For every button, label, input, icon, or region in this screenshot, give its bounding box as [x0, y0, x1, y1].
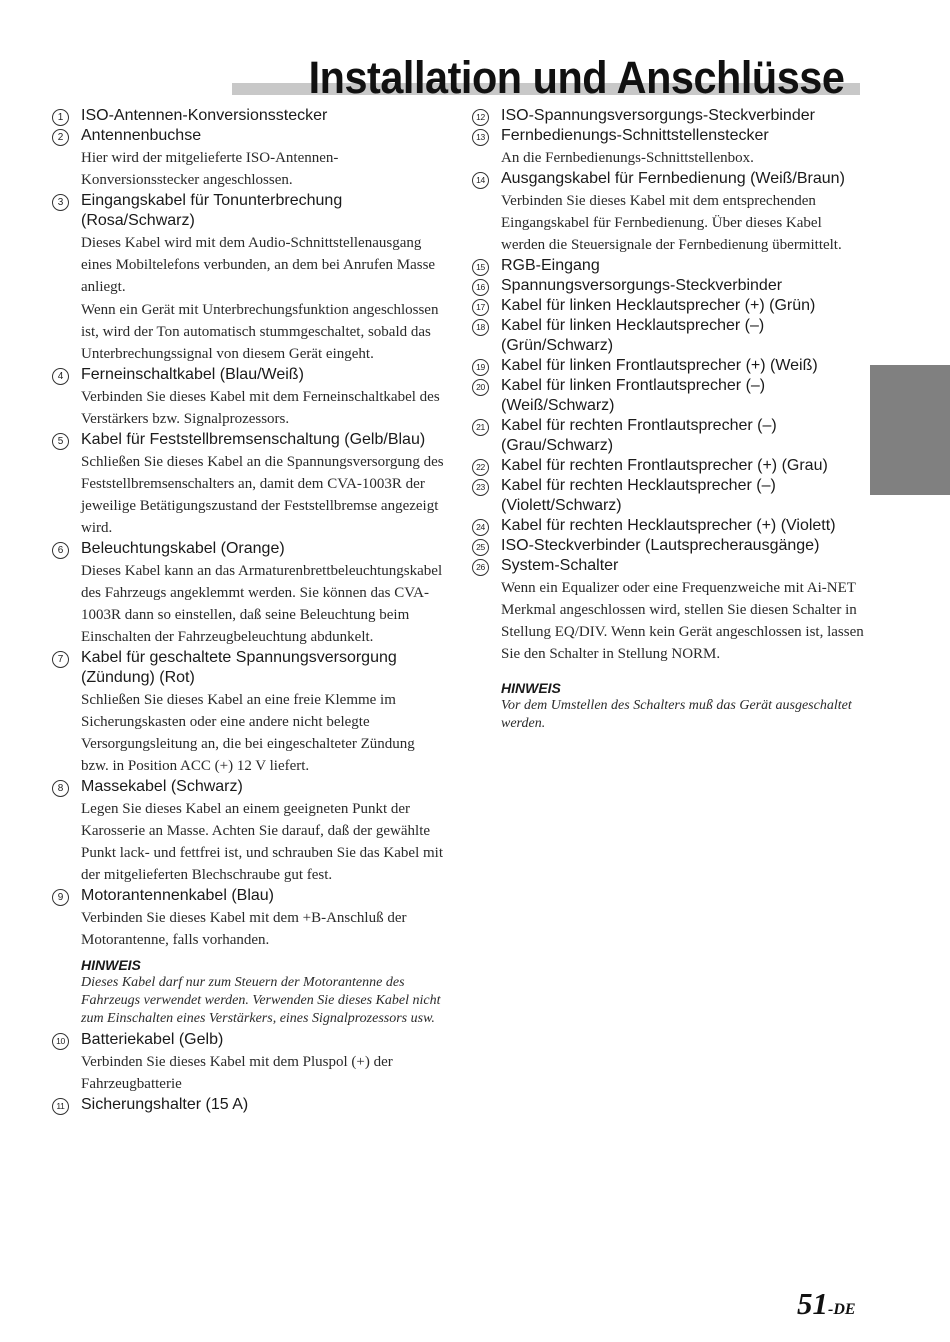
- item-number-circle: 15: [472, 259, 489, 276]
- item-description: Wenn ein Equalizer oder eine Frequenzweiche mit Ai-NET Merkmal angeschlossen wird, stellen Sie diesen Schalter in Stellung EQ/DIV. Wenn kein Gerät angeschlossen ist, lassen Sie den Schalter in Stellung NORM.: [501, 580, 864, 662]
- list-item: [472, 256, 864, 276]
- item-number-circle: 23: [472, 479, 489, 496]
- left-column: [52, 106, 444, 1115]
- item-number-circle: 18: [472, 319, 489, 336]
- right-note: [472, 679, 864, 733]
- item-heading: Kabel für geschaltete Spannungsversorgung (Zündung) (Rot): [81, 649, 397, 686]
- list-item: [472, 376, 864, 416]
- item-heading: Kabel für linken Frontlautsprecher (+) (Weiß): [501, 357, 818, 374]
- section-tab-marker: [870, 365, 950, 495]
- item-heading: Batteriekabel (Gelb): [81, 1031, 224, 1048]
- list-item: [52, 430, 444, 539]
- left-item-list: [52, 106, 444, 951]
- item-heading: Kabel für linken Hecklautsprecher (–) (Grün/Schwarz): [501, 317, 765, 354]
- item-number-circle: 16: [472, 279, 489, 296]
- page-number-value: 51: [797, 1286, 828, 1321]
- note-text: Dieses Kabel darf nur zum Steuern der Motorantenne des Fahrzeugs verwendet werden. Verwenden Sie dieses Kabel nicht zum Einschalten eines Verstärkers, eines Signalprozessors usw.: [81, 975, 441, 1026]
- item-number-circle: 1: [52, 109, 69, 126]
- list-item: [472, 476, 864, 516]
- item-heading: Kabel für Feststellbremsenschaltung (Gelb/Blau): [81, 431, 426, 448]
- note-title: HINWEIS: [501, 680, 561, 696]
- list-item: [472, 516, 864, 536]
- item-number-circle: 8: [52, 780, 69, 797]
- list-item: [472, 356, 864, 376]
- item-heading: Kabel für rechten Frontlautsprecher (+) (Grau): [501, 457, 828, 474]
- item-description: Wenn ein Gerät mit Unterbrechungsfunktion angeschlossen ist, wird der Ton automatisch stummgeschaltet, sobald das Unterbrechungssignal von diesem Gerät eingeht.: [81, 302, 439, 362]
- item-number-circle: 21: [472, 419, 489, 436]
- item-number-circle: 3: [52, 194, 69, 211]
- list-item: [472, 296, 864, 316]
- item-heading: Beleuchtungskabel (Orange): [81, 540, 285, 557]
- list-item: [472, 456, 864, 476]
- item-number-circle: 13: [472, 129, 489, 146]
- item-description: Dieses Kabel kann an das Armaturenbrettbeleuchtungskabel des Fahrzeugs angeklemmt werden. Sie können das CVA-1003R dann so einstellen, daß seine Beleuchtung beim Einschalten der Fahrzeugbeleuchtung abdunkelt.: [81, 563, 443, 645]
- item-description: Schließen Sie dieses Kabel an die Spannungsversorgung des Feststellbremsenschalters an, damit dem CVA-1003R der jeweilige Betätigungszustand der Feststellbremse angezeigt wird.: [81, 454, 444, 536]
- list-item: [52, 1095, 444, 1115]
- item-heading: ISO-Steckverbinder (Lautsprecherausgänge): [501, 537, 820, 554]
- item-number-circle: 19: [472, 359, 489, 376]
- item-number-circle: 6: [52, 542, 69, 559]
- item-number-circle: 7: [52, 651, 69, 668]
- item-number-circle: 24: [472, 519, 489, 536]
- item-number-circle: 10: [52, 1033, 69, 1050]
- item-heading: Ferneinschaltkabel (Blau/Weiß): [81, 366, 304, 383]
- item-number-circle: 14: [472, 172, 489, 189]
- item-description: Dieses Kabel wird mit dem Audio-Schnittstellenausgang eines Mobiltelefons verbunden, an dem bei Anrufen Masse anliegt.: [81, 235, 436, 295]
- item-description: Schließen Sie dieses Kabel an eine freie Klemme im Sicherungskasten oder eine andere nicht belegte Versorgungsleitung an, die bei eingeschalteter Zündung bzw. in Position ACC (+) 12 V liefert.: [81, 692, 415, 774]
- item-heading: Spannungsversorgungs-Steckverbinder: [501, 277, 783, 294]
- item-heading: Kabel für linken Frontlautsprecher (–) (Weiß/Schwarz): [501, 377, 766, 414]
- item-heading: RGB-Eingang: [501, 257, 600, 274]
- page-number: [797, 1286, 856, 1322]
- list-item: [472, 536, 864, 556]
- list-item: [52, 777, 444, 886]
- item-heading: Kabel für linken Hecklautsprecher (+) (Grün): [501, 297, 816, 314]
- left-item-list-continued: [52, 1030, 444, 1115]
- list-item: [52, 191, 444, 365]
- item-heading: Kabel für rechten Hecklautsprecher (+) (Violett): [501, 517, 836, 534]
- item-number-circle: 25: [472, 539, 489, 556]
- item-description: Verbinden Sie dieses Kabel mit dem +B-Anschluß der Motorantenne, falls vorhanden.: [81, 910, 407, 948]
- item-description: An die Fernbedienungs-Schnittstellenbox.: [501, 150, 754, 166]
- list-item: [52, 365, 444, 430]
- item-heading: Antennenbuchse: [81, 127, 202, 144]
- item-heading: Motorantennenkabel (Blau): [81, 887, 275, 904]
- item-number-circle: 22: [472, 459, 489, 476]
- right-item-list: [472, 106, 864, 665]
- item-number-circle: 12: [472, 109, 489, 126]
- item-description: Verbinden Sie dieses Kabel mit dem Pluspol (+) der Fahrzeugbatterie: [81, 1054, 393, 1092]
- list-item: [472, 276, 864, 296]
- page-title: Installation und Anschlüsse: [308, 52, 844, 103]
- item-number-circle: 20: [472, 379, 489, 396]
- item-number-circle: 4: [52, 368, 69, 385]
- list-item: [52, 886, 444, 951]
- list-item: [52, 539, 444, 648]
- note-title: HINWEIS: [81, 957, 141, 973]
- right-column: [472, 106, 864, 735]
- list-item: [472, 106, 864, 126]
- item-description: Verbinden Sie dieses Kabel mit dem entsprechenden Eingangskabel für Fernbedienung. Über dieses Kabel werden die Steuersignale der Fernbedienung übermittelt.: [501, 193, 842, 253]
- item-heading: Ausgangskabel für Fernbedienung (Weiß/Braun): [501, 170, 845, 187]
- item-heading: Massekabel (Schwarz): [81, 778, 243, 795]
- item-description: Verbinden Sie dieses Kabel mit dem Ferneinschaltkabel des Verstärkers bzw. Signalprozessors.: [81, 389, 440, 427]
- item-number-circle: 5: [52, 433, 69, 450]
- item-number-circle: 2: [52, 129, 69, 146]
- item-description: Hier wird der mitgelieferte ISO-Antennen-Konversionsstecker angeschlossen.: [81, 150, 339, 188]
- list-item: [472, 556, 864, 665]
- list-item: [472, 169, 864, 256]
- note-text: Vor dem Umstellen des Schalters muß das Gerät ausgeschaltet werden.: [501, 698, 852, 731]
- list-item: [472, 126, 864, 169]
- list-item: [472, 416, 864, 456]
- item-description: Legen Sie dieses Kabel an einem geeigneten Punkt der Karosserie an Masse. Achten Sie darauf, daß der gewählte Punkt lack- und fettfrei ist, und schrauben Sie das Kabel mit der mitgelieferten Blechschraube gut fest.: [81, 801, 443, 883]
- item-heading: ISO-Spannungsversorgungs-Steckverbinder: [501, 107, 815, 124]
- item-heading: System-Schalter: [501, 557, 619, 574]
- page-language-suffix: -DE: [828, 1301, 856, 1318]
- item-heading: ISO-Antennen-Konversionsstecker: [81, 107, 328, 124]
- list-item: [52, 126, 444, 191]
- item-number-circle: 26: [472, 559, 489, 576]
- left-note: [52, 956, 444, 1028]
- list-item: [52, 106, 444, 126]
- item-heading: Sicherungshalter (15 A): [81, 1096, 249, 1113]
- item-heading: Kabel für rechten Frontlautsprecher (–) (Grau/Schwarz): [501, 417, 777, 454]
- item-heading: Kabel für rechten Hecklautsprecher (–) (Violett/Schwarz): [501, 477, 776, 514]
- list-item: [52, 648, 444, 777]
- item-number-circle: 17: [472, 299, 489, 316]
- item-number-circle: 9: [52, 889, 69, 906]
- list-item: [52, 1030, 444, 1095]
- item-heading: Fernbedienungs-Schnittstellenstecker: [501, 127, 769, 144]
- list-item: [472, 316, 864, 356]
- item-heading: Eingangskabel für Tonunterbrechung (Rosa/Schwarz): [81, 192, 343, 229]
- item-number-circle: 11: [52, 1098, 69, 1115]
